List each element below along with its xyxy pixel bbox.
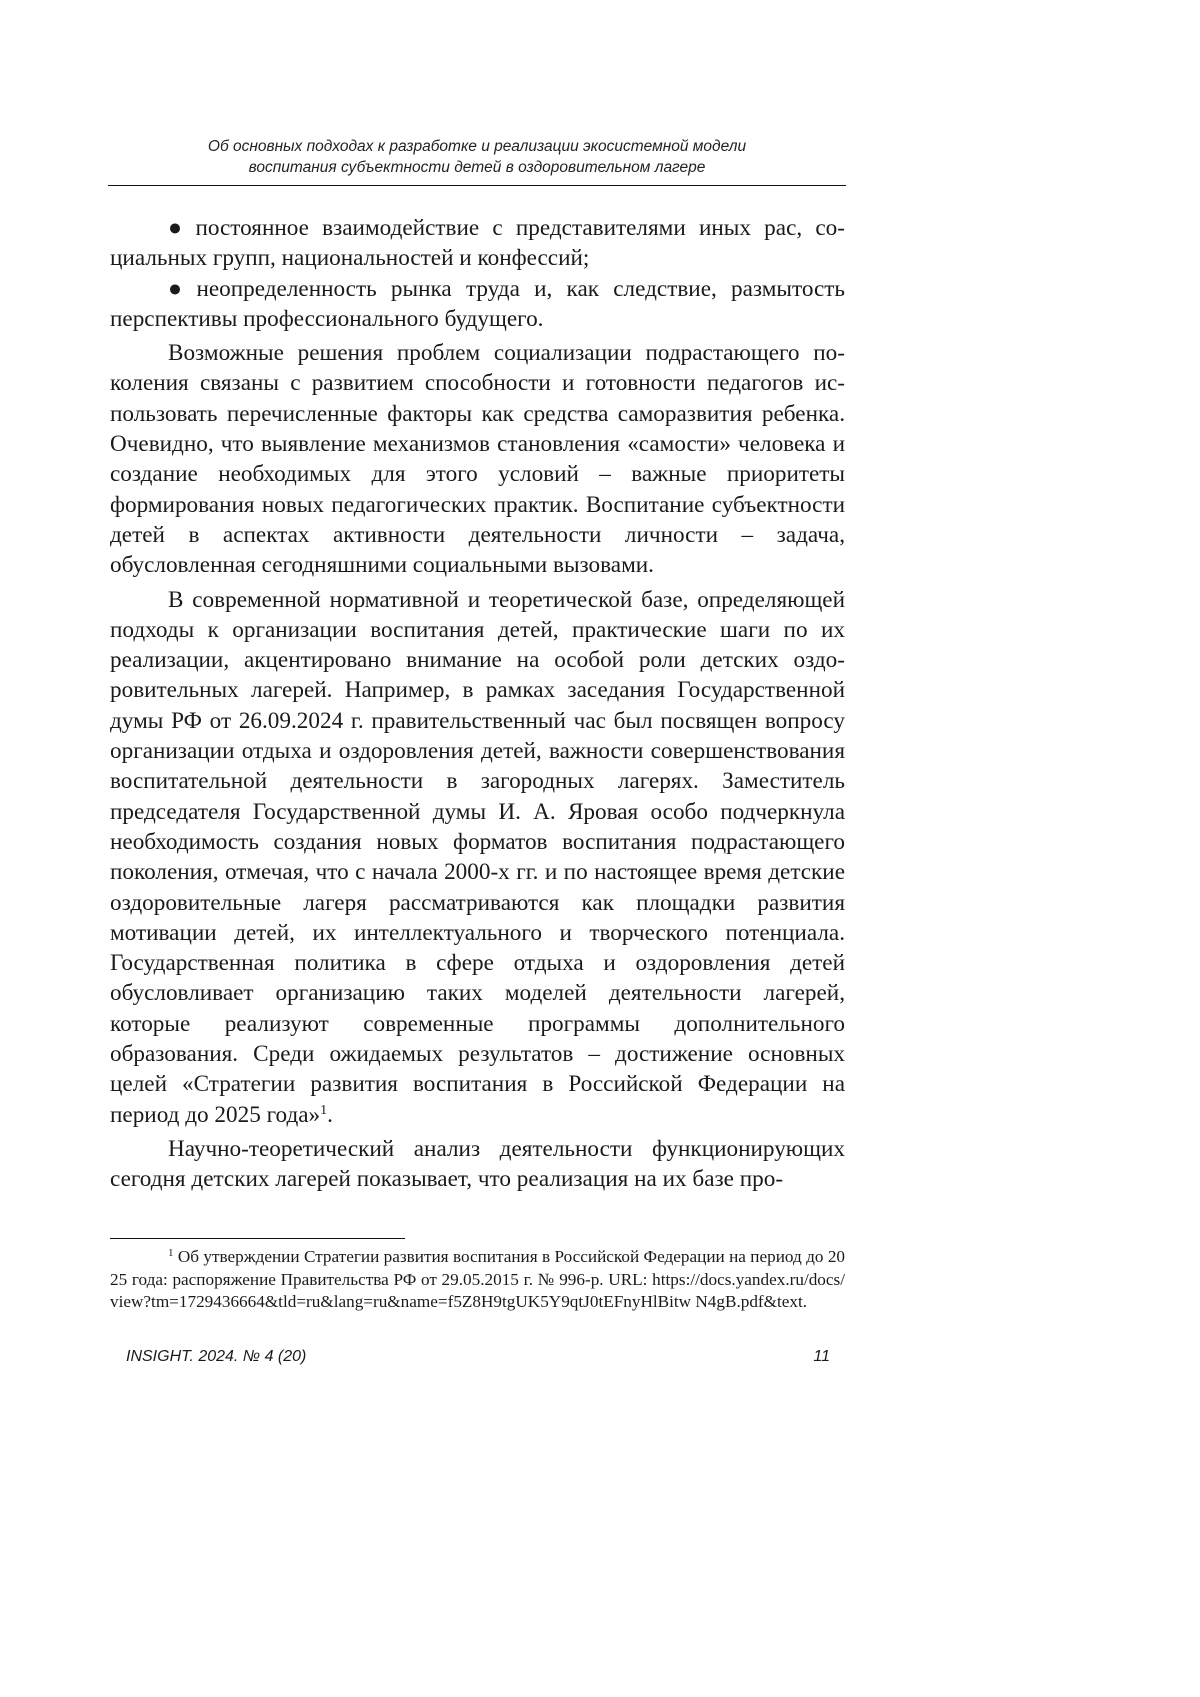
footnote-rule — [110, 1238, 405, 1239]
paragraph-end: . — [327, 1101, 333, 1128]
bullet-icon: ● — [168, 275, 191, 302]
page-number: 11 — [813, 1348, 830, 1365]
header-rule — [108, 185, 846, 186]
bullet-text: постоянное взаимодействие с представителями иных рас, социальных групп, национальностей и конфессий; — [110, 215, 845, 272]
paragraph — [110, 585, 845, 1130]
bullet-icon: ● — [168, 215, 190, 241]
bullet-item — [110, 274, 845, 335]
page-footer — [126, 1347, 830, 1367]
footnote-text: Об утверждении Стратегии развития воспитания в Российской Федерации на период до 2025 года: распоряжение Правительства РФ от 29.05.2015 г. № 996-р. URL: https://docs.yandex.ru/docs/view?tm=1729436664&tld=ru&lang=ru&name=f5Z8H9tgUK5Y9qtJ0tEFnyHlBitw N4gB.pdf&text. — [110, 1247, 846, 1311]
paragraph: Возможные решения проблем социализации подрастающего поколения связаны с развитием способности и готовности педагогов использовать перечисленные факторы как средства саморазвития ребенка. Очевидно, что выявление механизмов становления «самости» человека и создание необходимых для этого условий – важные приоритеты формирования новых педагогических практик. Воспитание субъектности детей в аспектах активности деятельности личности – задача, обусловленная сегодняшними социальными вызовами. — [110, 340, 845, 579]
footnote-reference[interactable]: 1 — [320, 1102, 328, 1118]
footnote — [110, 1246, 845, 1314]
footnote-marker: 1 — [168, 1247, 174, 1259]
paragraph-text: В современной нормативной и теоретической базе, определяющей подходы к организации воспитания детей, практические шаги по их реализации, акцентировано внимание на особой роли детских оздоровительных лагерей. Например, в рамках заседания Государственной думы РФ от 26.09.2024 г. правительственный час был посвящен вопросу организации отдыха и оздоровления детей, важности совершенствования воспитательной деятельности в загородных лагерях. Заместитель председателя Государственной думы И. А. Яровая особо подчеркнула необходимость создания новых форматов воспитания подрастающего поколения, отмечая, что с начала 2000-х гг. и по настоящее время детские оздоровительные лагеря рассматриваются как площадки развития мотивации детей, их интеллектуального и творческого потенциала. Государственная политика в сфере отдыха и оздоровления детей обусловливает организацию таких моделей деятельности лагерей, которые реализуют современные программы дополнительного образования. Среди ожидаемых результатов – достижение основных целей «Стратегии развития воспитания в Российской Федерации на период до 2025 года» — [110, 586, 845, 1128]
running-header-line-2: воспитания субъектности детей в оздоровительном лагере — [248, 159, 706, 176]
running-header-line-1: Об основных подходах к разработке и реализации экосистемной модели — [207, 138, 747, 155]
bullet-text: неопределенность рынка труда и, как следствие, размытость перспективы профессионального будущего. — [110, 275, 845, 332]
journal-citation: INSIGHT. 2024. № 4 (20) — [126, 1348, 307, 1365]
bullet-item — [110, 213, 845, 274]
article-body — [110, 213, 845, 1195]
running-header — [108, 136, 846, 178]
paragraph: Научно-теоретический анализ деятельности функционирующих сегодня детских лагерей показывает, что реализация на их базе про- — [110, 1135, 845, 1193]
